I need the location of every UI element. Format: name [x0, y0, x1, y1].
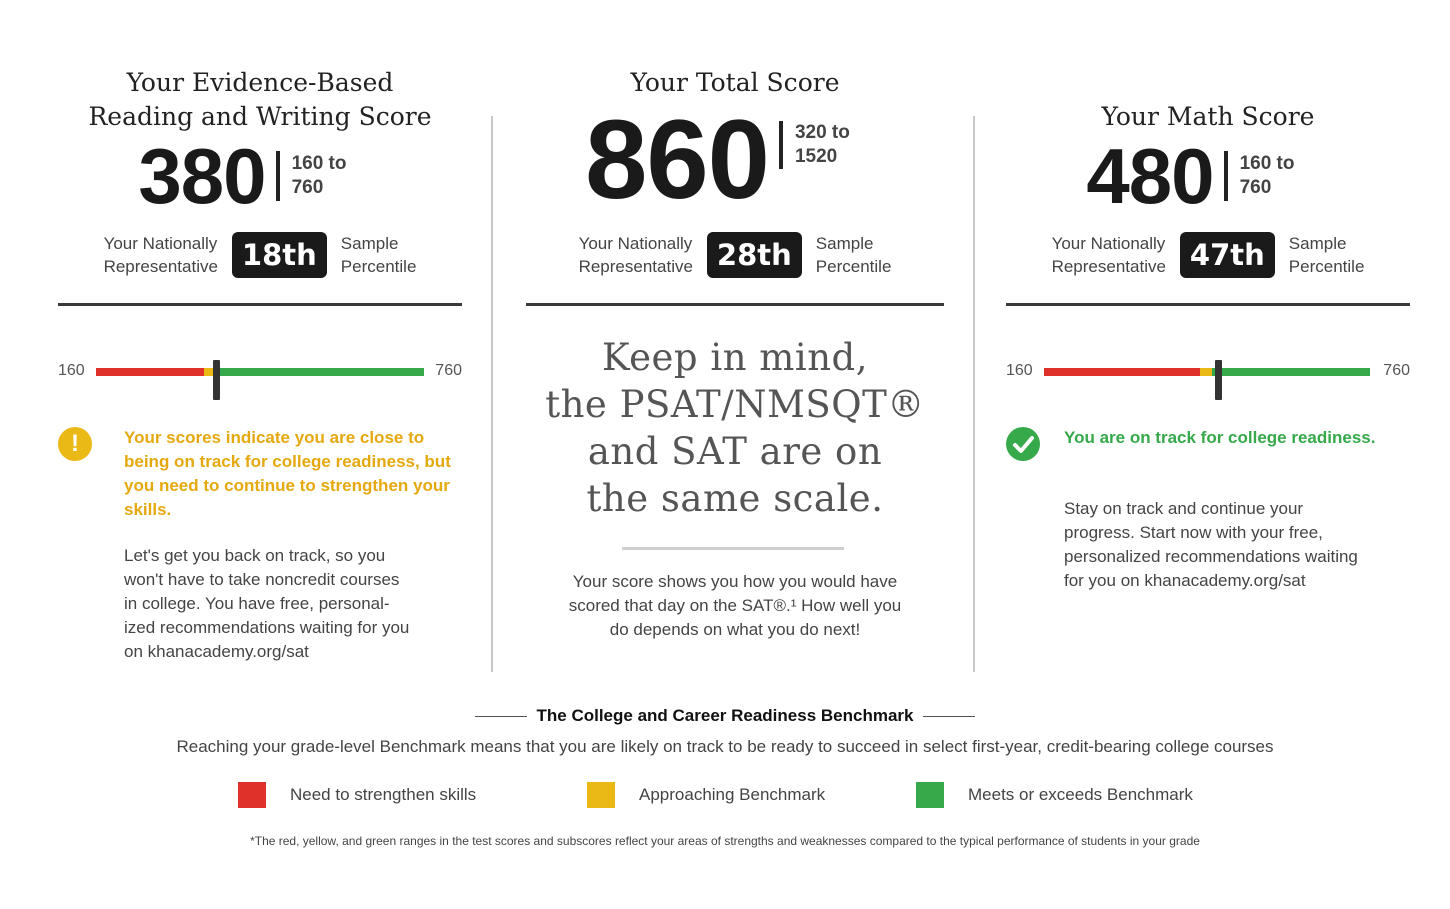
score-marker	[1215, 360, 1222, 400]
legend-item	[916, 782, 1193, 808]
bar-green-segment	[216, 368, 424, 376]
exclamation-icon: !	[58, 427, 92, 461]
percentile-label-right: Sample Percentile	[815, 234, 892, 276]
reading-writing-score: 380	[138, 132, 266, 220]
legend-label: Need to strengthen skills	[290, 785, 477, 804]
total-percentile-badge: 28th	[707, 232, 802, 278]
reading-writing-status-title: Your scores indicate you are close to being on track for college readiness, but you need to continue to strengthen your skills.	[124, 428, 451, 519]
score-bar-track	[1044, 368, 1370, 376]
column-divider	[973, 116, 975, 672]
total-score: 860	[585, 97, 769, 222]
math-score-bar	[1006, 358, 1410, 388]
scale-min-label: 160	[58, 362, 85, 379]
quote-separator	[622, 547, 844, 550]
legend-swatch-green	[916, 782, 944, 808]
bar-red-segment	[96, 368, 204, 376]
legend-label: Approaching Benchmark	[639, 785, 826, 804]
percentile-label-right: Sample Percentile	[1288, 234, 1365, 276]
reading-writing-score-range: 160 to 760	[291, 153, 347, 198]
benchmark-footnote: *The red, yellow, and green ranges in the test scores and subscores reflect your areas of strengths and weaknesses compared to the typical performance of students in your grade	[250, 834, 1200, 848]
benchmark-legend	[0, 782, 1450, 810]
percentile-label-left: Your Nationally Representative	[578, 234, 693, 276]
score-divider	[779, 121, 783, 169]
reading-writing-score-row	[58, 132, 462, 220]
reading-writing-score-bar	[58, 358, 462, 388]
score-bar-track	[96, 368, 424, 376]
total-score-row	[526, 97, 944, 222]
percentile-label-right: Sample Percentile	[340, 234, 417, 276]
math-heading: Your Math Score	[1101, 102, 1315, 131]
percentile-label-left: Your Nationally Representative	[1051, 234, 1166, 276]
bar-red-segment	[1044, 368, 1200, 376]
bar-yellow-segment	[1200, 368, 1212, 376]
legend-item	[238, 782, 476, 808]
legend-item	[587, 782, 825, 808]
benchmark-description: Reaching your grade-level Benchmark means that you are likely on track to be ready to succeed in select first-year, credit-bearing college courses	[176, 737, 1274, 756]
legend-swatch-red	[238, 782, 266, 808]
math-percentile-row	[1006, 230, 1410, 280]
legend-label: Meets or exceeds Benchmark	[968, 785, 1193, 804]
same-scale-quote: Keep in mind, the PSAT/NMSQT® and SAT are on the same scale.	[545, 336, 925, 520]
legend-swatch-yellow	[587, 782, 615, 808]
reading-writing-heading: Your Evidence-Based Reading and Writing Score	[88, 68, 432, 131]
score-divider	[1224, 151, 1228, 201]
section-rule	[1006, 303, 1410, 306]
reading-writing-percentile-badge: 18th	[232, 232, 327, 278]
title-rule-right	[923, 716, 975, 717]
bar-green-segment	[1212, 368, 1370, 376]
reading-writing-percentile-row	[58, 230, 462, 280]
score-marker	[213, 360, 220, 400]
checkmark-icon	[1006, 427, 1040, 461]
math-status-body: Stay on track and continue your progress. Start now with your free, personalized recommendations waiting for you on khanacademy.org/sat	[1064, 499, 1358, 590]
scale-min-label: 160	[1006, 362, 1033, 379]
column-divider	[491, 116, 493, 672]
scale-max-label: 760	[435, 362, 462, 379]
section-rule	[526, 303, 944, 306]
math-score-range: 160 to 760	[1239, 153, 1295, 198]
math-score: 480	[1086, 132, 1214, 220]
percentile-label-left: Your Nationally Representative	[103, 234, 218, 276]
total-percentile-row	[526, 230, 944, 280]
benchmark-title: The College and Career Readiness Benchmark	[536, 706, 914, 725]
total-score-range: 320 to 1520	[794, 122, 850, 167]
total-score-heading: Your Total Score	[630, 68, 840, 97]
math-score-row	[1006, 132, 1410, 220]
math-percentile-badge: 47th	[1180, 232, 1275, 278]
scale-max-label: 760	[1383, 362, 1410, 379]
math-status-title: You are on track for college readiness.	[1064, 428, 1376, 447]
reading-writing-status-body: Let's get you back on track, so you won't have to take noncredit courses in college. You have free, personal- ized recommendations waiting for you on khanacademy.org/sat	[124, 546, 410, 661]
benchmark-title-row	[0, 706, 1450, 726]
total-score-body: Your score shows you how you would have scored that day on the SAT®.¹ How well you do depends on what you do next!	[568, 572, 902, 639]
score-divider	[276, 151, 280, 201]
section-rule	[58, 303, 462, 306]
title-rule-left	[475, 716, 527, 717]
